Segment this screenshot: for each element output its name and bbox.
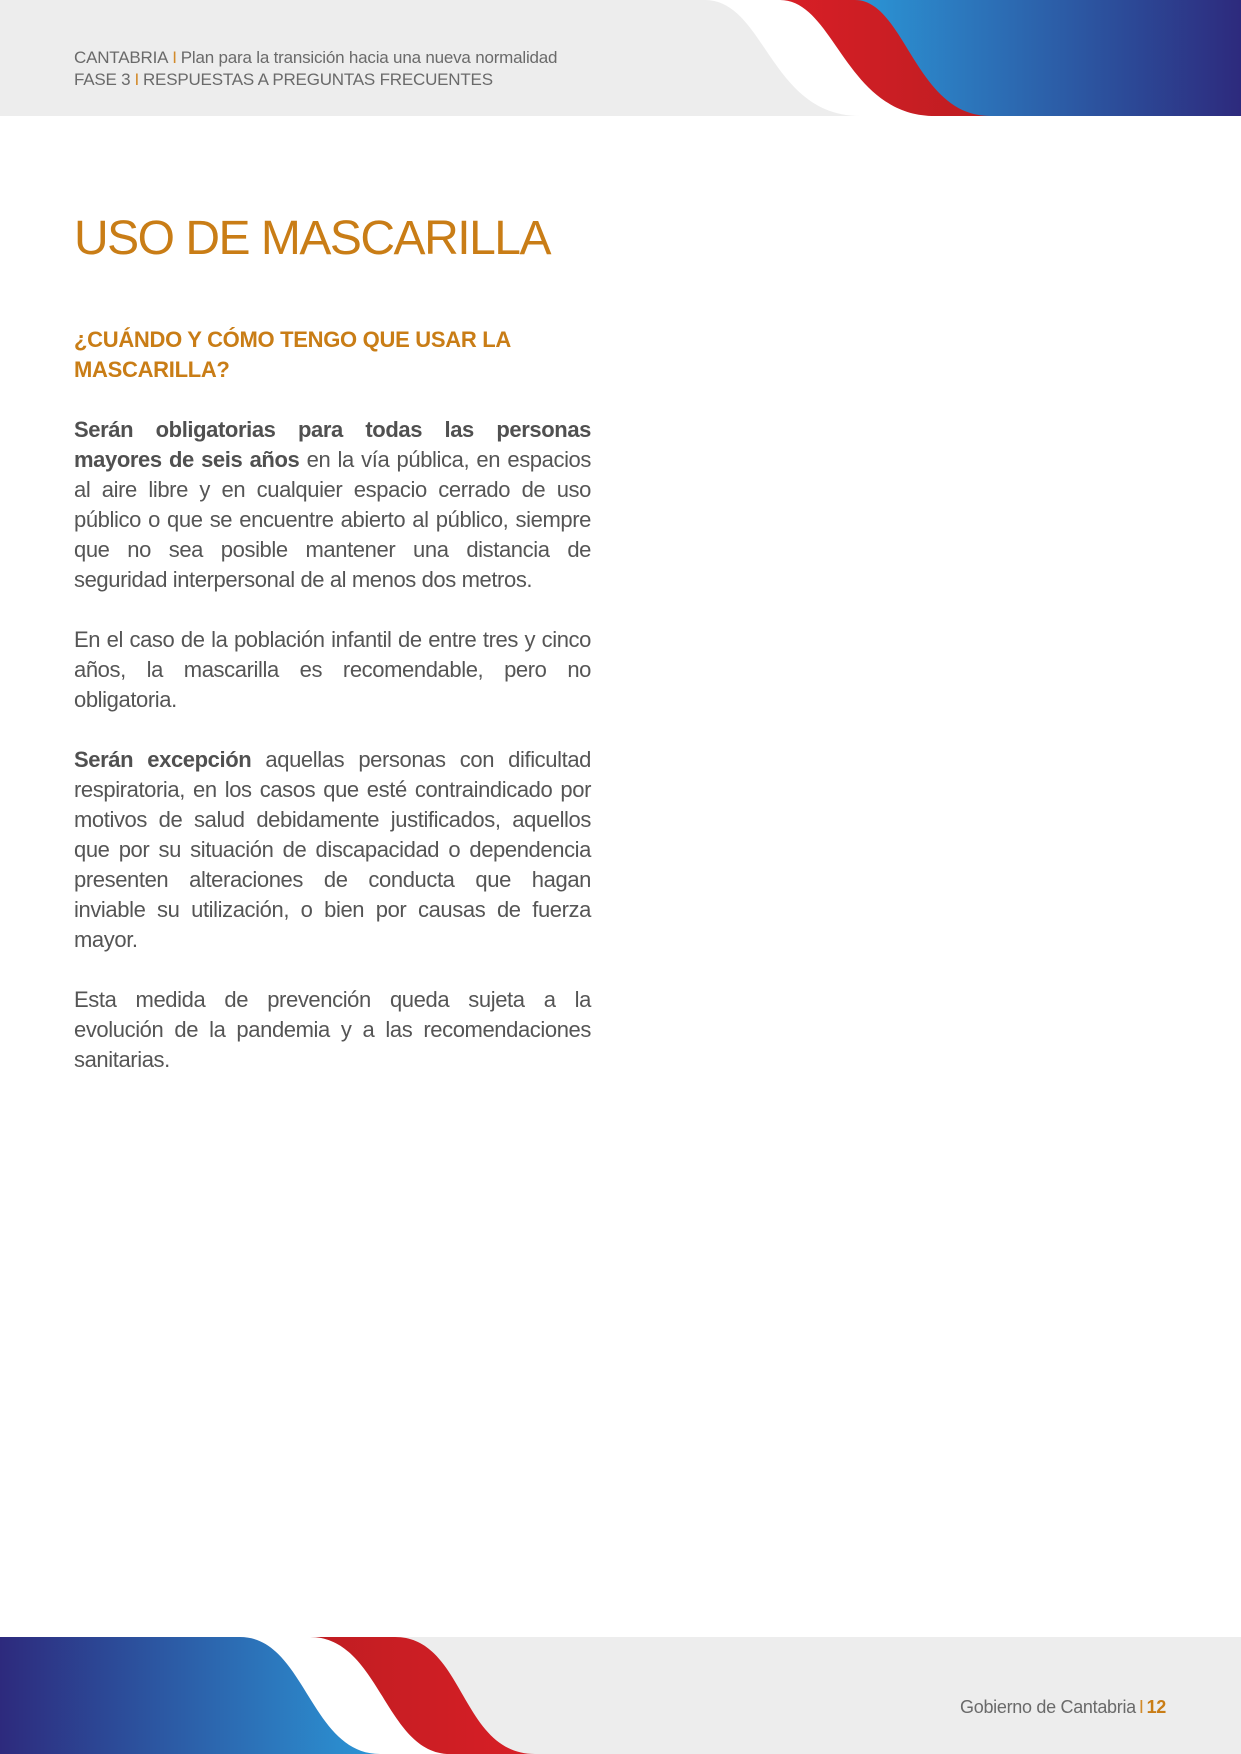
paragraph-children: En el caso de la población infantil de entre tres y cinco años, la mascarilla es recomendable, pero no obligatoria. [74,627,591,712]
main-content [74,208,591,1075]
footer-separator: I [1138,1697,1144,1717]
header-separator: I [172,48,177,67]
page-title: USO DE MASCARILLA [74,212,550,265]
header-section: RESPUESTAS A PREGUNTAS FRECUENTES [142,70,493,89]
header-region: CANTABRIA [74,48,169,67]
page-footer [0,1637,1241,1754]
paragraph-obligation [74,415,591,595]
paragraph-exceptions [74,745,591,955]
question-line-2: MASCARILLA? [74,357,230,382]
header-line-1 [74,47,557,69]
paragraph-obligation-text: en la vía pública, en espacios al aire libre y en cualquier espacio cerrado de uso público o que se encuentre abierto al público, siempre que no sea posible mantener una distancia de seguridad interpersonal de al menos dos metros. [74,447,591,592]
header-line-2 [74,69,557,91]
paragraph-exceptions-text: aquellas personas con dificultad respiratoria, en los casos que esté contraindicado por motivos de salud debidamente justificados, aquellos que por su situación de discapacidad o dependencia presenten alteraciones de conducta que hagan inviable su utilización, o bien por causas de fuerza mayor. [74,747,591,952]
page-header [0,0,1241,116]
footer-text [960,1697,1166,1718]
page-number: 12 [1146,1697,1166,1717]
footer-decorative-wave [0,1637,1241,1754]
paragraph-measure: Esta medida de prevención queda sujeta a la evolución de la pandemia y a las recomendaciones sanitarias. [74,987,591,1072]
paragraph-exceptions-bold: Serán excepción [74,747,252,772]
question-heading [74,325,591,385]
header-separator: I [134,70,139,89]
paragraph-obligation-bold: Serán obligatorias para todas las personas mayores de seis años [74,417,591,472]
header-text [74,47,557,91]
header-plan-title: Plan para la transición hacia una nueva normalidad [180,48,558,67]
question-line-1: ¿CUÁNDO Y CÓMO TENGO QUE USAR LA [74,327,511,352]
header-phase: FASE 3 [74,70,131,89]
footer-organization: Gobierno de Cantabria [960,1697,1136,1717]
